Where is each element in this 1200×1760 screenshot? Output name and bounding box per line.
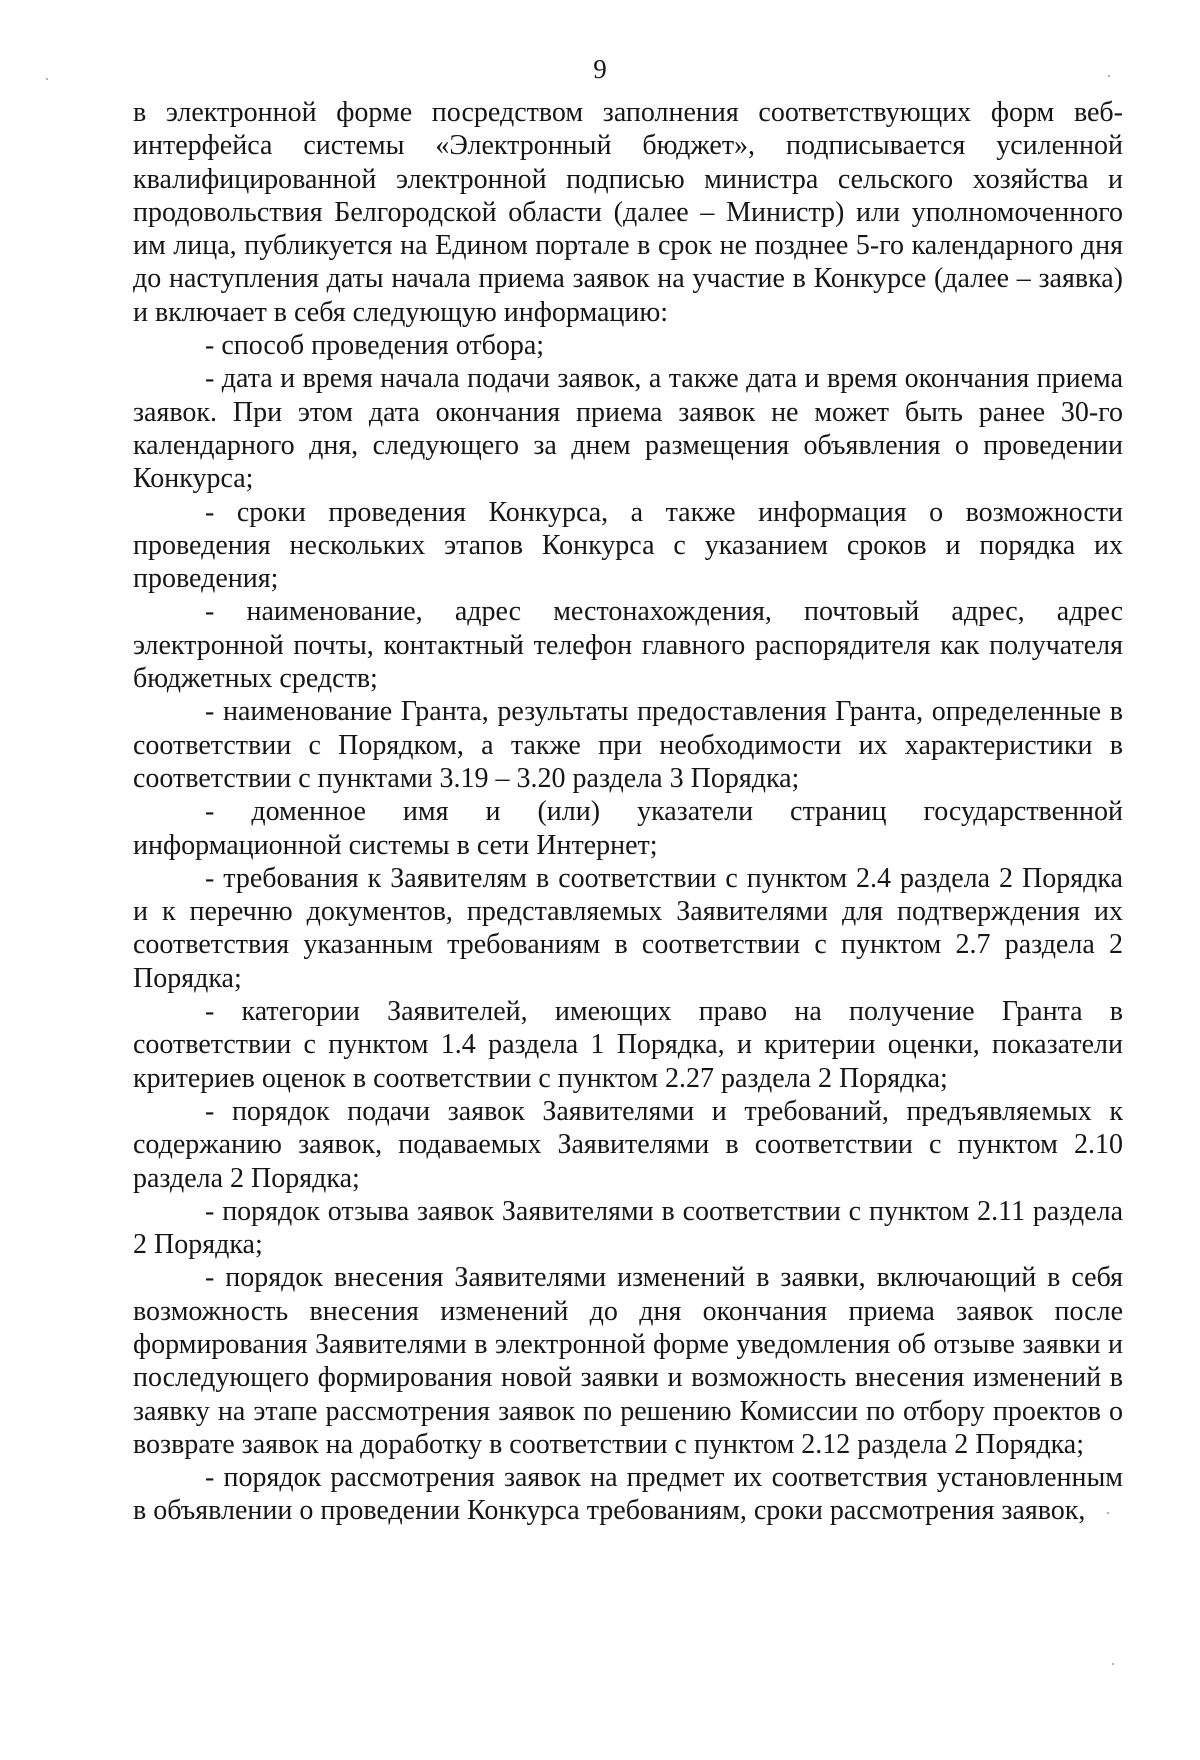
list-item: - способ проведения отбора; bbox=[205, 330, 545, 362]
body-text bbox=[133, 96, 1123, 1528]
list-item: - требования к Заявителям в соответствии с пунктом 2.4 раздела 2 Порядка и к перечню документов, представляемых Заявителями для подтверждения их соответствия указанным требованиям в соответствии с пунктом 2.7 раздела 2 Порядка; bbox=[133, 862, 1123, 994]
list-item: - сроки проведения Конкурса, а также информация о возможности проведения нескольких этапов Конкурса с указанием сроков и порядка их проведения; bbox=[133, 496, 1123, 595]
scan-speck bbox=[46, 78, 48, 80]
scan-speck bbox=[1107, 1512, 1109, 1514]
list-item: - порядок рассмотрения заявок на предмет их соответствия установленным в объявлении о проведении Конкурса требованиям, сроки рассмотрения заявок, bbox=[133, 1462, 1123, 1527]
scan-speck bbox=[1112, 1663, 1114, 1665]
list-item: - наименование Гранта, результаты предоставления Гранта, определенные в соответствии с Порядком, а также при необходимости их характеристики в соответствии с пунктами 3.19 – 3.20 раздела 3 Порядка; bbox=[133, 696, 1123, 794]
list-item: - доменное имя и (или) указатели страниц государственной информационной системы в сети Интернет; bbox=[133, 796, 1123, 861]
list-item: - порядок отзыва заявок Заявителями в соответствии с пунктом 2.11 раздела 2 Порядка; bbox=[133, 1195, 1123, 1261]
list-item: - дата и время начала подачи заявок, а также дата и время окончания приема заявок. При этом дата окончания приема заявок не может быть ранее 30-го календарного дня, следующего за днем размещения объявления о проведении Конкурса; bbox=[133, 363, 1123, 495]
list-item: - наименование, адрес местонахождения, почтовый адрес, адрес электронной почты, контактный телефон главного распорядителя как получателя бюджетных средств; bbox=[133, 596, 1123, 695]
list-item: - порядок внесения Заявителями изменений в заявки, включающий в себя возможность внесения изменений до дня окончания приема заявок после формирования Заявителями в электронной форме уведомления об отзыве заявки и последующего формирования новой заявки и возможность внесения изменений в заявку на этапе рассмотрения заявок по решению Комиссии по отбору проектов о возврате заявок на доработку в соответствии с пунктом 2.12 раздела 2 Порядка; bbox=[133, 1262, 1123, 1460]
scan-speck bbox=[1108, 75, 1110, 77]
page-number: 9 bbox=[593, 54, 607, 84]
list-item: - категории Заявителей, имеющих право на получение Гранта в соответствии с пунктом 1.4 раздела 1 Порядка, и критерии оценки, показатели критериев оценок в соответствии с пунктом 2.27 раздела 2 Порядка; bbox=[133, 996, 1123, 1094]
paragraph-intro: в электронной форме посредством заполнения соответствующих форм веб-интерфейса системы «Электронный бюджет», подписывается усиленной квалифицированной электронной подписью министра сельского хозяйства и продовольствия Белгородской области (далее – Министр) или уполномоченного им лица, публикуется на Едином портале в срок не позднее 5-го календарного дня до наступления даты начала приема заявок на участие в Конкурсе (далее – заявка) и включает в себя следующую информацию: bbox=[133, 97, 1123, 328]
list-item: - порядок подачи заявок Заявителями и требований, предъявляемых к содержанию заявок, подаваемых Заявителями в соответствии с пунктом 2.10 раздела 2 Порядка; bbox=[133, 1095, 1123, 1194]
